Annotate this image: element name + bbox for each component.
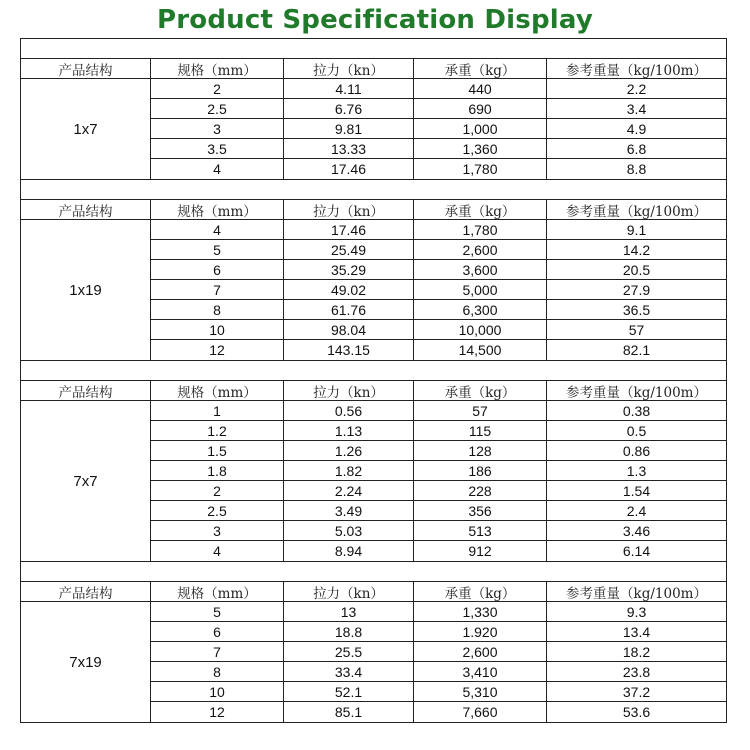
- table-row: [151, 541, 727, 561]
- spec-cell: 5: [151, 602, 284, 621]
- weight-cell: 3.46: [547, 521, 727, 540]
- spec-cell: 12: [151, 702, 284, 722]
- tension-cell: 6.76: [284, 99, 414, 118]
- header-structure: 产品结构: [21, 582, 151, 601]
- tension-cell: 5.03: [284, 521, 414, 540]
- tension-cell: 25.5: [284, 642, 414, 661]
- weight-cell: 8.8: [547, 159, 727, 179]
- spec-cell: 8: [151, 300, 284, 319]
- table-row: [151, 340, 727, 360]
- load-cell: 513: [414, 521, 547, 540]
- header-weight: 参考重量（kg/100m）: [547, 582, 727, 601]
- blank-band: [21, 361, 727, 381]
- tension-cell: 25.49: [284, 240, 414, 259]
- load-cell: 3,600: [414, 260, 547, 279]
- tension-cell: 2.24: [284, 481, 414, 500]
- table-row: [151, 240, 727, 260]
- tension-cell: 0.56: [284, 401, 414, 420]
- section-7x7: [21, 401, 727, 562]
- weight-cell: 2.4: [547, 501, 727, 520]
- weight-cell: 3.4: [547, 99, 727, 118]
- table-row: [151, 461, 727, 481]
- weight-cell: 36.5: [547, 300, 727, 319]
- load-cell: 440: [414, 79, 547, 98]
- tension-cell: 13: [284, 602, 414, 621]
- table-row: [151, 501, 727, 521]
- header-spec: 规格（mm）: [151, 200, 284, 219]
- load-cell: 228: [414, 481, 547, 500]
- table-row: [151, 220, 727, 240]
- structure-label: 7x19: [21, 602, 151, 722]
- spec-cell: 8: [151, 662, 284, 681]
- header-tension: 拉力（kn）: [284, 200, 414, 219]
- weight-cell: 14.2: [547, 240, 727, 259]
- load-cell: 115: [414, 421, 547, 440]
- section-1x7: [21, 79, 727, 180]
- spec-cell: 1.2: [151, 421, 284, 440]
- tension-cell: 17.46: [284, 159, 414, 179]
- load-cell: 10,000: [414, 320, 547, 339]
- table-row: [151, 99, 727, 119]
- tension-cell: 49.02: [284, 280, 414, 299]
- load-cell: 2,600: [414, 240, 547, 259]
- section-rows: [151, 220, 727, 360]
- tension-cell: 98.04: [284, 320, 414, 339]
- tension-cell: 61.76: [284, 300, 414, 319]
- tension-cell: 1.13: [284, 421, 414, 440]
- table-row: [151, 481, 727, 501]
- table-row: [151, 320, 727, 340]
- spec-cell: 5: [151, 240, 284, 259]
- blank-band: [21, 39, 727, 59]
- section-1x19: [21, 220, 727, 361]
- spec-cell: 4: [151, 220, 284, 239]
- load-cell: 1,360: [414, 139, 547, 158]
- spec-cell: 6: [151, 260, 284, 279]
- table-row: [151, 521, 727, 541]
- header-load: 承重（kg）: [414, 200, 547, 219]
- table-row: [151, 602, 727, 622]
- header-row: [21, 200, 727, 220]
- table-row: [151, 441, 727, 461]
- load-cell: 1,780: [414, 220, 547, 239]
- table-row: [151, 300, 727, 320]
- load-cell: 1.920: [414, 622, 547, 641]
- spec-cell: 3: [151, 119, 284, 138]
- header-weight: 参考重量（kg/100m）: [547, 381, 727, 400]
- spec-cell: 10: [151, 320, 284, 339]
- weight-cell: 82.1: [547, 340, 727, 360]
- blank-band: [21, 562, 727, 582]
- load-cell: 57: [414, 401, 547, 420]
- weight-cell: 57: [547, 320, 727, 339]
- header-tension: 拉力（kn）: [284, 59, 414, 78]
- spec-cell: 6: [151, 622, 284, 641]
- spec-cell: 1.5: [151, 441, 284, 460]
- tension-cell: 3.49: [284, 501, 414, 520]
- load-cell: 3,410: [414, 662, 547, 681]
- section-rows: [151, 401, 727, 561]
- header-weight: 参考重量（kg/100m）: [547, 59, 727, 78]
- weight-cell: 37.2: [547, 682, 727, 701]
- structure-label: 1x19: [21, 220, 151, 360]
- table-row: [151, 79, 727, 99]
- header-tension: 拉力（kn）: [284, 582, 414, 601]
- header-load: 承重（kg）: [414, 59, 547, 78]
- load-cell: 1,330: [414, 602, 547, 621]
- load-cell: 5,310: [414, 682, 547, 701]
- header-spec: 规格（mm）: [151, 59, 284, 78]
- weight-cell: 23.8: [547, 662, 727, 681]
- header-row: [21, 582, 727, 602]
- load-cell: 2,600: [414, 642, 547, 661]
- section-rows: [151, 602, 727, 722]
- tension-cell: 35.29: [284, 260, 414, 279]
- table-row: [151, 702, 727, 722]
- weight-cell: 2.2: [547, 79, 727, 98]
- spec-cell: 3: [151, 521, 284, 540]
- tension-cell: 9.81: [284, 119, 414, 138]
- spec-cell: 1: [151, 401, 284, 420]
- weight-cell: 0.38: [547, 401, 727, 420]
- spec-cell: 10: [151, 682, 284, 701]
- table-row: [151, 622, 727, 642]
- table-row: [151, 280, 727, 300]
- weight-cell: 1.3: [547, 461, 727, 480]
- tension-cell: 85.1: [284, 702, 414, 722]
- tension-cell: 13.33: [284, 139, 414, 158]
- table-row: [151, 260, 727, 280]
- weight-cell: 53.6: [547, 702, 727, 722]
- structure-label: 1x7: [21, 79, 151, 179]
- load-cell: 6,300: [414, 300, 547, 319]
- table-row: [151, 421, 727, 441]
- tension-cell: 52.1: [284, 682, 414, 701]
- structure-label: 7x7: [21, 401, 151, 561]
- load-cell: 690: [414, 99, 547, 118]
- tension-cell: 1.26: [284, 441, 414, 460]
- header-structure: 产品结构: [21, 200, 151, 219]
- load-cell: 128: [414, 441, 547, 460]
- spec-table: [20, 38, 727, 723]
- load-cell: 14,500: [414, 340, 547, 360]
- spec-cell: 2.5: [151, 501, 284, 520]
- header-row: [21, 59, 727, 79]
- weight-cell: 9.1: [547, 220, 727, 239]
- table-row: [151, 401, 727, 421]
- spec-cell: 3.5: [151, 139, 284, 158]
- tension-cell: 4.11: [284, 79, 414, 98]
- header-structure: 产品结构: [21, 381, 151, 400]
- header-row: [21, 381, 727, 401]
- tension-cell: 17.46: [284, 220, 414, 239]
- weight-cell: 6.14: [547, 541, 727, 561]
- weight-cell: 6.8: [547, 139, 727, 158]
- table-row: [151, 682, 727, 702]
- weight-cell: 20.5: [547, 260, 727, 279]
- weight-cell: 9.3: [547, 602, 727, 621]
- spec-cell: 7: [151, 642, 284, 661]
- weight-cell: 18.2: [547, 642, 727, 661]
- spec-cell: 4: [151, 159, 284, 179]
- load-cell: 7,660: [414, 702, 547, 722]
- tension-cell: 33.4: [284, 662, 414, 681]
- load-cell: 356: [414, 501, 547, 520]
- header-load: 承重（kg）: [414, 582, 547, 601]
- spec-cell: 1.8: [151, 461, 284, 480]
- weight-cell: 13.4: [547, 622, 727, 641]
- section-7x19: [21, 602, 727, 723]
- tension-cell: 18.8: [284, 622, 414, 641]
- weight-cell: 0.86: [547, 441, 727, 460]
- tension-cell: 143.15: [284, 340, 414, 360]
- weight-cell: 1.54: [547, 481, 727, 500]
- spec-cell: 2.5: [151, 99, 284, 118]
- section-rows: [151, 79, 727, 179]
- load-cell: 1,000: [414, 119, 547, 138]
- header-load: 承重（kg）: [414, 381, 547, 400]
- weight-cell: 0.5: [547, 421, 727, 440]
- tension-cell: 1.82: [284, 461, 414, 480]
- blank-band: [21, 180, 727, 200]
- page-title: Product Specification Display: [157, 5, 593, 35]
- spec-cell: 2: [151, 481, 284, 500]
- load-cell: 912: [414, 541, 547, 561]
- weight-cell: 4.9: [547, 119, 727, 138]
- tension-cell: 8.94: [284, 541, 414, 561]
- header-weight: 参考重量（kg/100m）: [547, 200, 727, 219]
- spec-cell: 12: [151, 340, 284, 360]
- table-row: [151, 642, 727, 662]
- spec-cell: 4: [151, 541, 284, 561]
- load-cell: 5,000: [414, 280, 547, 299]
- table-row: [151, 159, 727, 179]
- header-structure: 产品结构: [21, 59, 151, 78]
- header-tension: 拉力（kn）: [284, 381, 414, 400]
- table-row: [151, 139, 727, 159]
- load-cell: 186: [414, 461, 547, 480]
- table-row: [151, 119, 727, 139]
- header-spec: 规格（mm）: [151, 582, 284, 601]
- load-cell: 1,780: [414, 159, 547, 179]
- spec-cell: 7: [151, 280, 284, 299]
- spec-cell: 2: [151, 79, 284, 98]
- table-row: [151, 662, 727, 682]
- weight-cell: 27.9: [547, 280, 727, 299]
- header-spec: 规格（mm）: [151, 381, 284, 400]
